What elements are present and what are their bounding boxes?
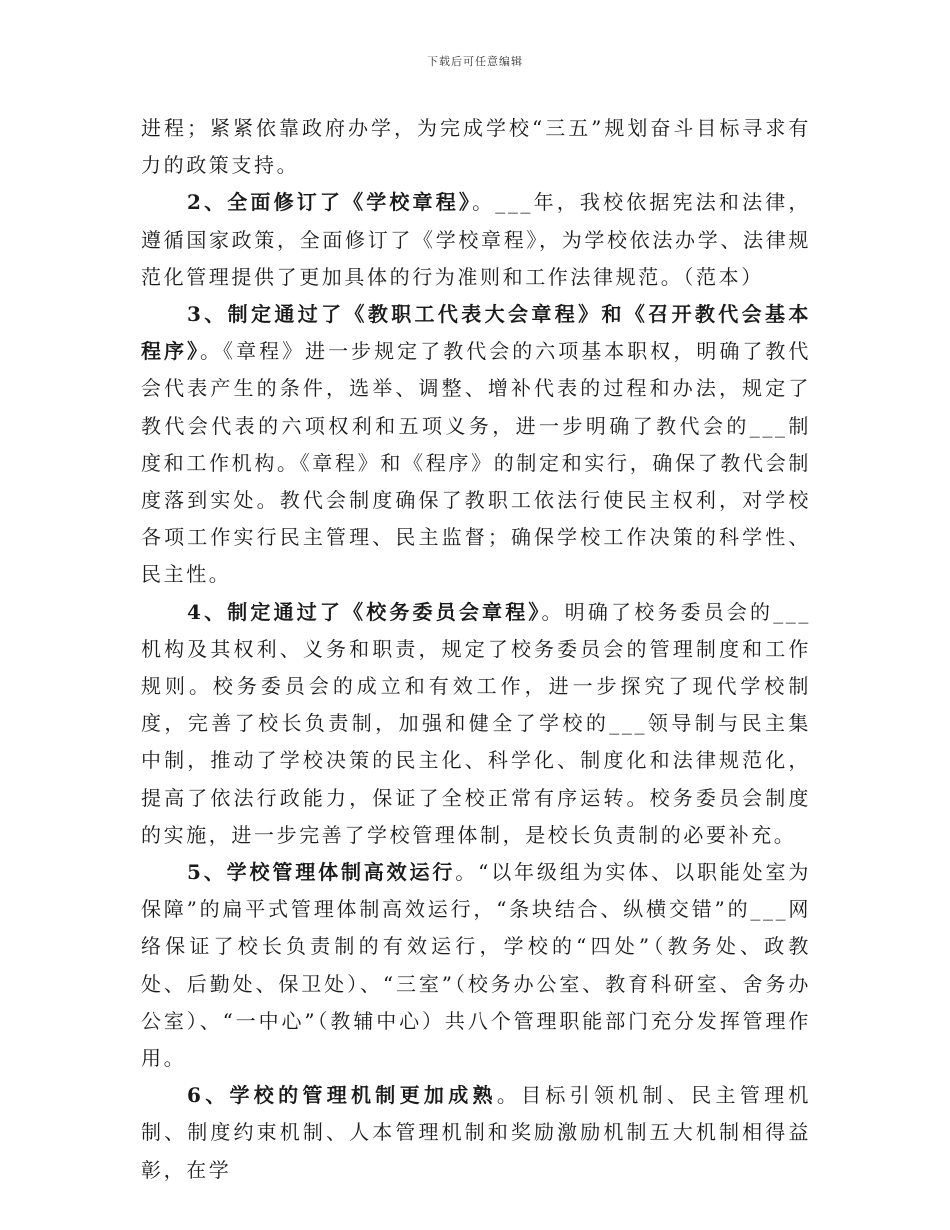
paragraph-item-2 xyxy=(141,184,811,296)
document-body xyxy=(141,110,811,1189)
paragraph-heading: 5、学校管理体制高效运行 xyxy=(187,860,456,885)
paragraph-heading: 3、制定通过了《教职工代表大会章程》和《召开教代会基本程序》 xyxy=(141,302,811,364)
paragraph-text: 。明确了校务委员会的___机构及其权利、义务和职责，规定了校务委员会的管理制度和工作规则。校务委员会的成立和有效工作，进一步探究了现代学校制度，完善了校长负责制，加强和健全了学校的___领导制与民主集中制，推动了学校决策的民主化、科学化、制度化和法律规范化，提高了依法行政能力，保证了全校正常有序运转。校务委员会制度的实施，进一步完善了学校管理体制，是校长负责制的必要补充。 xyxy=(141,599,811,847)
paragraph-item-6 xyxy=(141,1077,811,1189)
paragraph-heading: 2、全面修订了《学校章程》 xyxy=(187,190,473,215)
paragraph-text: 进程；紧紧依靠政府办学，为完成学校“三五”规划奋斗目标寻求有力的政策支持。 xyxy=(141,116,811,178)
paragraph-text: 。“以年级组为实体、以职能处室为保障”的扁平式管理体制高效运行，“条块结合、纵横交错”的___网络保证了校长负责制的有效运行，学校的“四处”（教务处、政教处、后勤处、保卫处）、“三室”（校务办公室、教育科研室、舍务办公室）、“一中心”（教辅中心）共八个管理职能部门充分发挥管理作用。 xyxy=(141,860,811,1071)
paragraph-text: 。___年，我校依据宪法和法律，遵循国家政策，全面修订了《学校章程》，为学校依法办学、法律规范化管理提供了更加具体的行为准则和工作法律规范。（范本） xyxy=(141,190,811,289)
paragraph-item-3 xyxy=(141,296,811,594)
paragraph-item-5 xyxy=(141,854,811,1077)
paragraph-heading: 4、制定通过了《校务委员会章程》 xyxy=(187,599,542,624)
paragraph-continuation xyxy=(141,110,811,184)
paragraph-text: 。目标引领机制、民主管理机制、制度约束机制、人本管理机制和奖励激励机制五大机制相得益彰，在学 xyxy=(141,1083,811,1182)
paragraph-text: 。《章程》进一步规定了教代会的六项基本职权，明确了教代会代表产生的条件，选举、调整、增补代表的过程和办法，规定了教代会代表的六项权利和五项义务，进一步明确了教代会的___制度和工作机构。《章程》和《程序》的制定和实行，确保了教代会制度落到实处。教代会制度确保了教职工依法行使民主权利，对学校各项工作实行民主管理、民主监督；确保学校工作决策的科学性、民主性。 xyxy=(141,339,811,587)
paragraph-heading: 6、学校的管理机制更加成熟 xyxy=(187,1083,497,1108)
paragraph-item-4 xyxy=(141,594,811,854)
page-header: 下载后可任意编辑 xyxy=(427,55,523,68)
